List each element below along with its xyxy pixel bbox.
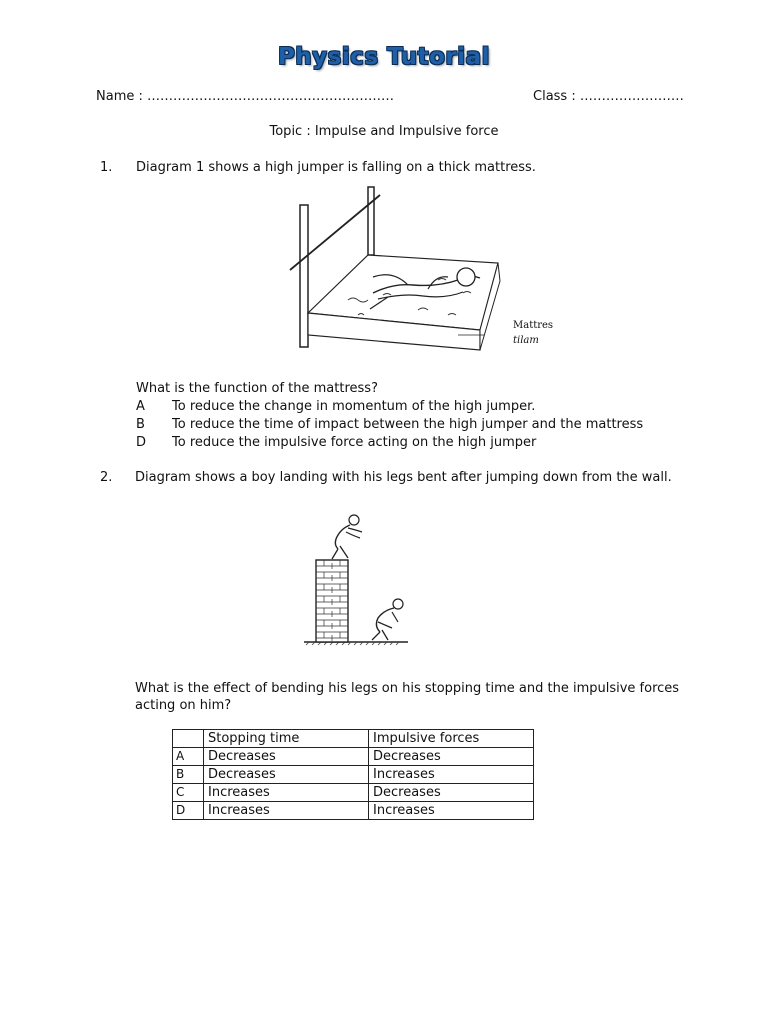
table-cell: Decreases [369, 748, 534, 766]
table-cell: C [173, 784, 204, 802]
class-field-label: Class : …………………… [533, 89, 684, 104]
boy-landing-illustration [302, 508, 410, 650]
option-text: To reduce the impulsive force acting on the high jumper [172, 435, 537, 450]
table-cell: Increases [204, 784, 369, 802]
table-cell: Increases [369, 766, 534, 784]
table-row [173, 784, 534, 802]
q1-question: What is the function of the mattress? [136, 381, 378, 396]
table-cell: Decreases [204, 748, 369, 766]
answer-table [172, 729, 534, 820]
table-header-row [173, 730, 534, 748]
table-cell: Decreases [204, 766, 369, 784]
high-jumper-diagram [288, 185, 558, 355]
q2-question-line1: What is the effect of bending his legs on his stopping time and the impulsive forces [135, 681, 680, 696]
option-letter: B [136, 417, 145, 432]
table-cell: D [173, 802, 204, 820]
diagram-label-mattress: Mattres [513, 320, 554, 331]
q2-text: Diagram shows a boy landing with his legs bent after jumping down from the wall. [135, 470, 672, 485]
name-field-label: Name : ………………………………………………… [96, 89, 394, 104]
boy-landing-diagram [302, 508, 410, 650]
topic-heading: Topic : Impulse and Impulsive force [269, 124, 499, 139]
table-header-cell [173, 730, 204, 748]
option-text: To reduce the time of impact between the high jumper and the mattress [172, 417, 644, 432]
q1-text: Diagram 1 shows a high jumper is falling on a thick mattress. [136, 160, 536, 175]
table-cell: A [173, 748, 204, 766]
diagram-label-tilam: tilam [513, 335, 539, 346]
option-letter: A [136, 399, 145, 414]
table-cell: B [173, 766, 204, 784]
table-row [173, 802, 534, 820]
q1-number: 1. [100, 160, 113, 175]
table-cell: Decreases [369, 784, 534, 802]
table-row [173, 748, 534, 766]
option-letter: D [136, 435, 147, 450]
table-cell: Increases [369, 802, 534, 820]
table-row [173, 766, 534, 784]
q2-question-line2: acting on him? [135, 698, 232, 713]
option-text: To reduce the change in momentum of the high jumper. [172, 399, 536, 414]
table-header-cell: Stopping time [204, 730, 369, 748]
page-title: Physics Tutorial [277, 44, 491, 70]
table-header-cell: Impulsive forces [369, 730, 534, 748]
table-cell: Increases [204, 802, 369, 820]
q2-number: 2. [100, 470, 113, 485]
